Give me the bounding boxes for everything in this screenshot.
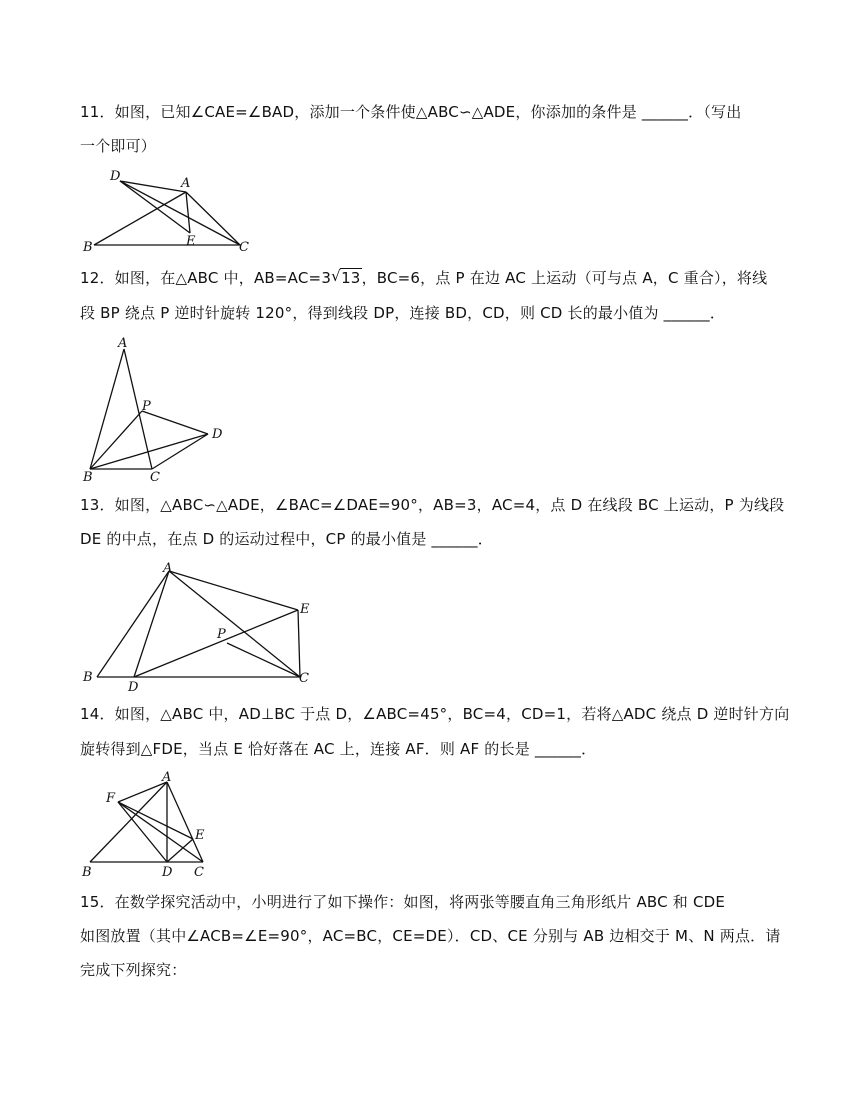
q14-label-C: C [194,865,204,880]
q14-label-F: F [106,791,116,806]
q13-label-B: B [83,670,93,685]
q11-label-D: D [110,169,121,184]
q11-text-line1: 11．如图，已知∠CAE=∠BAD，添加一个条件使△ABC∽△ADE，你添加的条件是 ______．（写出 [80,103,742,121]
q11-label-C: C [239,240,249,255]
q12-label-P: P [142,399,151,414]
q11-label-B: B [83,240,93,255]
q15-text-line2: 如图放置（其中∠ACB=∠E=90°，AC=BC，CE=DE）．CD、CE 分别与 AB 边相交于 M、N 两点．请 [80,927,781,945]
q12-sqrt-13: √ 13 [331,267,361,287]
q12-label-A: A [118,336,128,351]
q14-label-B: B [82,865,92,880]
q11-label-E: E [186,234,196,249]
q13-figure [80,560,320,695]
q13-text-line1: 13．如图，△ABC∽△ADE，∠BAC=∠DAE=90°，AB=3，AC=4，点 D 在线段 BC 上运动，P 为线段 [80,496,785,514]
q12-figure [80,333,230,488]
q13-label-C: C [299,671,309,686]
q12-text-line1 [80,268,780,288]
q12-text-line2: 段 BP 绕点 P 逆时针旋转 120°，得到线段 DP，连接 BD，CD，则 CD 长的最小值为 ______． [80,304,726,322]
q13-text-line2: DE 的中点，在点 D 的运动过程中，CP 的最小值是 ______． [80,530,493,548]
q14-label-E: E [195,828,205,843]
q14-label-D: D [162,865,173,880]
q14-label-A: A [162,770,172,785]
q11-text-line2: 一个即可） [80,137,157,155]
q12-label-C: C [150,470,160,485]
q12-label-D: D [212,427,223,442]
q12-text-line1-a: 12．如图，在△ABC 中，AB=AC=3 [80,269,332,287]
q11-label-A: A [181,176,191,191]
q13-label-P: P [217,627,226,642]
q12-text-line1-b: ，BC=6，点 P 在边 AC 上运动（可与点 A，C 重合），将线 [361,269,768,287]
q15-text-line1: 15．在数学探究活动中，小明进行了如下操作：如图，将两张等腰直角三角形纸片 ABC 和 CDE [80,893,726,911]
q14-figure [80,766,220,881]
q11-figure [80,165,260,255]
q13-label-D: D [128,680,139,695]
q13-label-E: E [300,602,310,617]
q13-label-A: A [163,561,173,576]
q15-text-line3: 完成下列探究： [80,961,187,979]
q14-text-line2: 旋转得到△FDE，当点 E 恰好落在 AC 上，连接 AF．则 AF 的长是 ______． [80,740,597,758]
q12-label-B: B [83,470,93,485]
q14-text-line1: 14．如图，△ABC 中，AD⊥BC 于点 D，∠ABC=45°，BC=4，CD=1，若将△ADC 绕点 D 逆时针方向 [80,705,790,723]
